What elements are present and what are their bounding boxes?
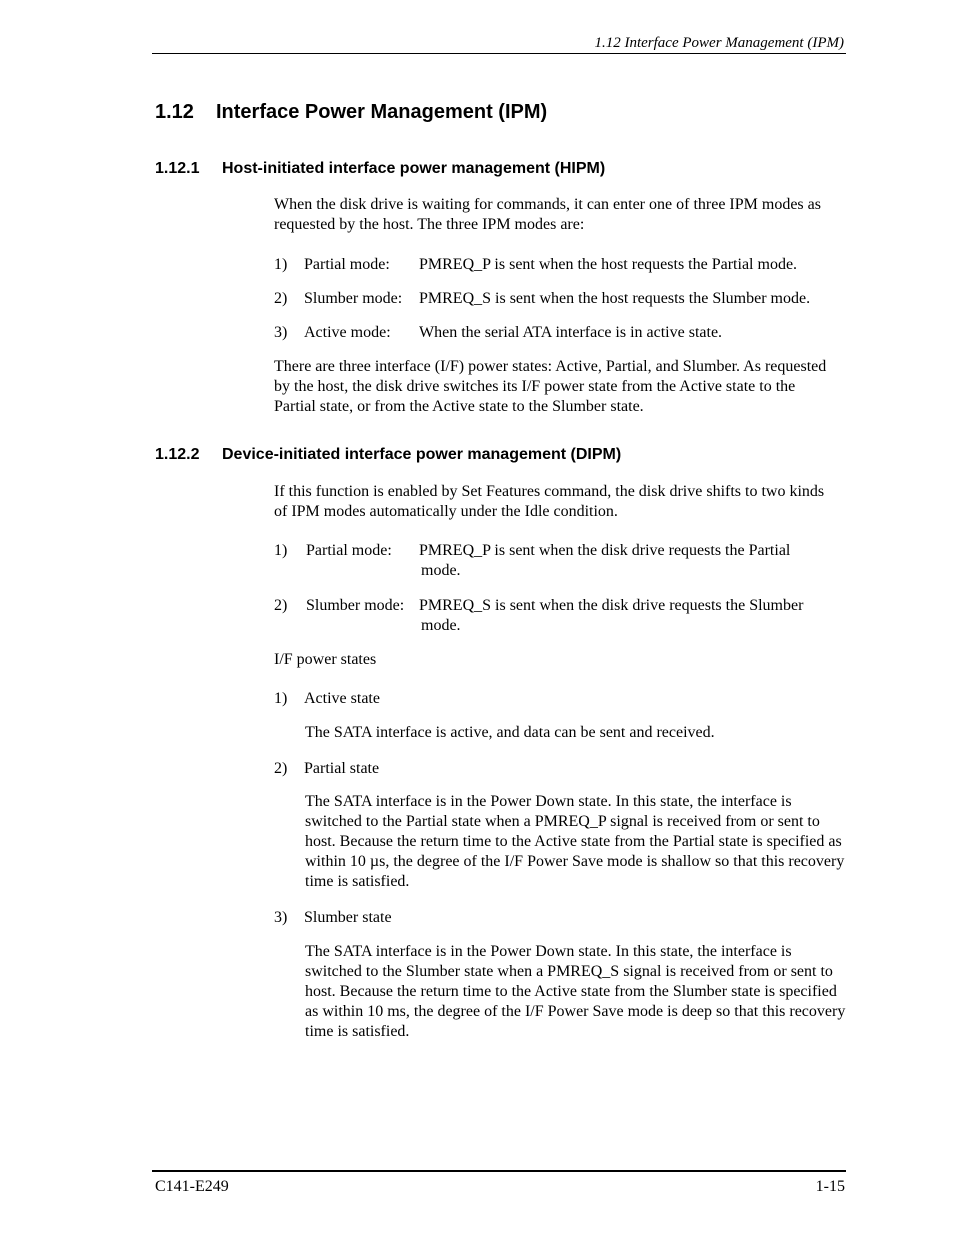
hipm-states-paragraph: There are three interface (I/F) power states: Active, Partial, and Slumber. As requested by the host, the disk drive switches its I/F power state from the Active state to the Partial state, or from the Active state to the Slumber state. — [274, 358, 827, 415]
subsection-title-hipm — [155, 159, 605, 179]
state-label: Slumber state — [304, 909, 392, 926]
subsection-number: 1.12.1 — [155, 160, 200, 177]
states-heading: I/F power states — [274, 651, 377, 668]
state-number: 1) — [274, 690, 288, 707]
item-description: When the serial ATA interface is in active state. — [419, 324, 723, 341]
section-number: 1.12 — [155, 101, 194, 123]
item-description: PMREQ_P is sent when the host requests the Partial mode. — [419, 256, 798, 273]
item-label: Slumber mode: — [306, 597, 405, 614]
state-label: Active state — [304, 690, 380, 707]
item-description: PMREQ_S is sent when the disk drive requests the Slumber — [419, 597, 804, 614]
page-number: 1-15 — [815, 1178, 845, 1195]
item-label: Active mode: — [304, 324, 391, 341]
state-label: Partial state — [304, 760, 380, 777]
item-number: 1) — [274, 256, 288, 273]
subsection-title-text: Device-initiated interface power management (DIPM) — [222, 446, 622, 463]
running-header: 1.12 Interface Power Management (IPM) — [594, 35, 844, 51]
state-description: The SATA interface is in the Power Down state. In this state, the interface is switched to the Slumber state when a PMREQ_S signal is received from or sent to host. Because the return time to the Active state from the Slumber state is specified as within 10 ms, the degree of the I/F Power Save mode is deep so that this recovery time is satisfied. — [305, 943, 846, 1040]
item-number: 2) — [274, 290, 288, 307]
subsection-title-text: Host-initiated interface power management (HIPM) — [222, 160, 606, 177]
item-description: PMREQ_P is sent when the disk drive requests the Partial — [419, 542, 791, 559]
subsection-number: 1.12.2 — [155, 446, 200, 463]
item-label: Partial mode: — [306, 542, 392, 559]
item-description-continued: mode. — [421, 617, 461, 634]
section-title-text: Interface Power Management (IPM) — [216, 101, 548, 123]
state-number: 3) — [274, 909, 288, 926]
document-id: C141-E249 — [155, 1178, 229, 1195]
subsection-title-dipm — [155, 445, 621, 465]
item-description: PMREQ_S is sent when the host requests the Slumber mode. — [419, 290, 811, 307]
hipm-intro: When the disk drive is waiting for commands, it can enter one of three IPM modes as requested by the host. The three IPM modes are: — [274, 196, 821, 233]
header-rule — [152, 53, 846, 54]
item-number: 2) — [274, 597, 288, 614]
item-label: Slumber mode: — [304, 290, 403, 307]
section-title — [155, 100, 547, 124]
state-number: 2) — [274, 760, 288, 777]
dipm-intro: If this function is enabled by Set Features command, the disk drive shifts to two kinds of IPM modes automatically under the Idle condition. — [274, 483, 825, 520]
item-label: Partial mode: — [304, 256, 390, 273]
item-number: 3) — [274, 324, 288, 341]
item-number: 1) — [274, 542, 288, 559]
state-description: The SATA interface is active, and data can be sent and received. — [305, 724, 715, 741]
item-description-continued: mode. — [421, 562, 461, 579]
footer-rule — [152, 1170, 846, 1172]
state-description: The SATA interface is in the Power Down state. In this state, the interface is switched to the Partial state when a PMREQ_P signal is received from or sent to host. Because the return time to the Active state from the Partial state is specified as within 10 µs, the degree of the I/F Power Save mode is shallow so that this recovery time is satisfied. — [305, 793, 845, 890]
